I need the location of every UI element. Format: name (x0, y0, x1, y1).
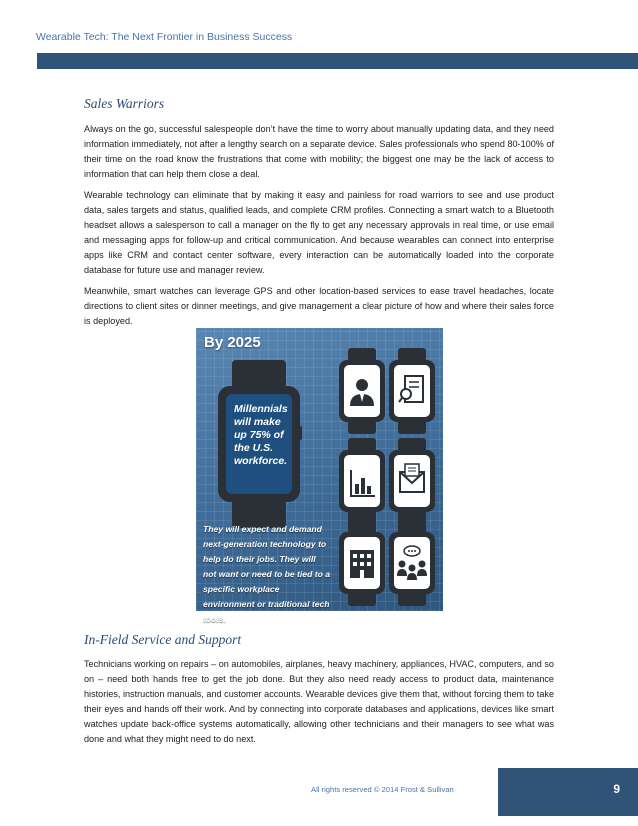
running-header: Wearable Tech: The Next Frontier in Business Success (36, 31, 293, 43)
businessman-icon (339, 348, 385, 434)
section-title-sales-warriors: Sales Warriors (84, 96, 165, 111)
section-title-in-field-service: In-Field Service and Support (84, 632, 242, 647)
paragraph: Wearable technology can eliminate that by making it easy and painless for road warriors to see and use product data, sales targets and status, qualified leads, and complete CRM profiles. Connecting a smart watch to a Bluetooth headset allows a salesperson to call a manager on the fly to get any necessary approvals in real time, or use email and messaging apps for follow-up and critical communication. And because wearables can connect into enterprise apps like CRM and contact center software, every interaction can be automatically loaded into the corporate database for future use and manager review. (84, 190, 554, 275)
footer-copyright: All rights reserved © 2014 Frost & Sullivan (311, 785, 454, 794)
document-search-icon (389, 348, 435, 434)
infographic-title: By 2025 (204, 334, 261, 351)
page-number: 9 (613, 782, 620, 796)
team-chat-icon (389, 520, 435, 606)
in-field-service-body (84, 657, 554, 753)
header-bar (37, 53, 638, 69)
infographic (196, 328, 443, 624)
sales-warriors-body (84, 122, 554, 335)
office-building-icon (339, 520, 385, 606)
envelope-icon (389, 438, 435, 524)
watch-text: Millennials will make up 75% of the U.S. workforce. (234, 403, 288, 467)
infographic-caption: They will expect and demand next-generation technology to help do their jobs. They will not want or need to be tied to a specific workplace environment or traditional tech tools. (203, 524, 330, 624)
bar-chart-icon (339, 438, 385, 524)
paragraph: Meanwhile, smart watches can leverage GPS and other location-based services to ease travel headaches, locate directions to client sites or dinner meetings, and give management a clear picture of how and where their sales force is deployed. (84, 286, 554, 326)
paragraph: Technicians working on repairs – on automobiles, airplanes, heavy machinery, appliances, HVAC, computers, and so on – need both hands free to get the job done. But they also need ready access to product data, maintenance histories, instruction manuals, and customer accounts. Wearable devices give them that, without forcing them to take their eyes and hands off their work. And by connecting into corporate databases and applications, devices like smart watches update back-office systems automatically, allowing other technicians and their managers to see what was done and what they might need to do next. (84, 659, 554, 744)
footer-box (498, 768, 638, 816)
paragraph: Always on the go, successful salespeople don’t have the time to worry about manually updating data, and they need information immediately, not after a lengthy search on a separate device. Sales professionals who spend 80-100% of their time on the road know the frustrations that come with mobility; the biggest one may be the lack of access to information that can help them close a deal. (84, 124, 554, 179)
